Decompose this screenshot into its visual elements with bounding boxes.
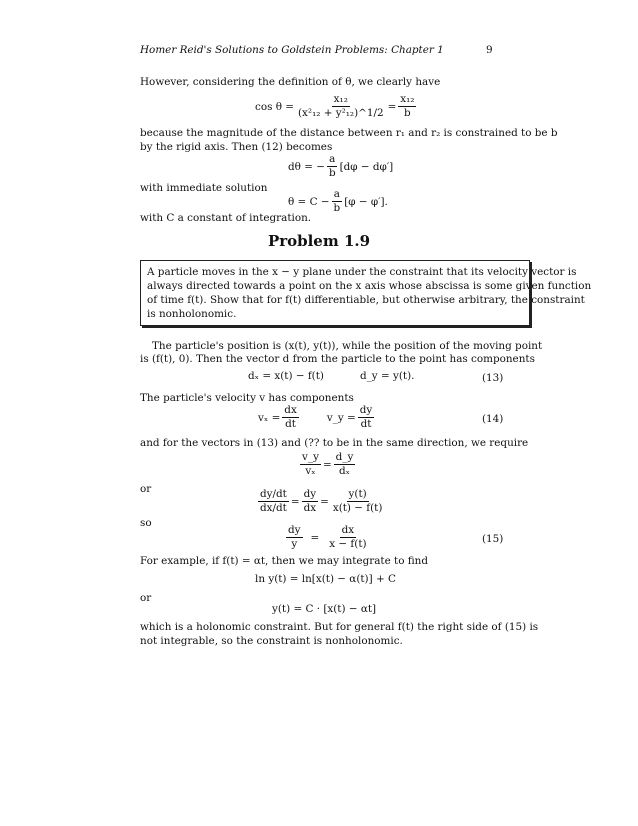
intro-line-4: with immediate solution [140, 182, 268, 194]
page-number: 9 [486, 44, 493, 56]
solution-line-5: For example, if f(t) = αt, then we may integrate to find [140, 555, 429, 567]
eq14-vy: v_y = [326, 411, 356, 424]
long-fraction-2 [302, 489, 319, 514]
cos-theta-equation [255, 94, 418, 119]
eq14-vx-denominator: dt [285, 418, 296, 430]
eq14-vy-fraction [358, 405, 375, 430]
cos-denominator-1: (x²₁₂ + y²₁₂)^1/2 [297, 107, 384, 119]
solution-line-2: is (f(t), 0). Then the vector d from the particle to the point has components [140, 353, 535, 365]
long-fraction-1 [258, 489, 289, 514]
cos-numerator-2: x₁₂ [400, 93, 415, 105]
exp-equation: y(t) = C · [x(t) − αt] [272, 603, 377, 615]
ratio-equation [298, 452, 357, 477]
equation-number-14: (14) [482, 413, 504, 425]
long-numerator-1: dy/dt [260, 488, 287, 500]
problem-statement-line: of time f(t). Show that for f(t) differentiable, but otherwise arbitrary, the constraint [147, 294, 585, 306]
dtheta-fraction [327, 154, 338, 179]
cos-fraction-2 [398, 94, 416, 119]
solution-line-3: The particle's velocity v has components [140, 392, 354, 404]
eq14-vy-denominator: dt [360, 418, 372, 430]
so-label: so [140, 517, 152, 529]
problem-statement-line: always directed towards a point on the x axis whose abscissa is some given function [147, 280, 592, 292]
theta-fraction [332, 189, 343, 214]
eq15-fraction-2 [327, 525, 368, 550]
long-fraction-3 [331, 489, 385, 514]
dtheta-rhs: [dφ − dφ′] [339, 160, 394, 173]
intro-line-5: with C a constant of integration. [140, 212, 312, 224]
or-2: or [140, 592, 152, 604]
ratio-fraction-2 [334, 452, 356, 477]
dtheta-denominator: b [328, 167, 336, 179]
theta-lhs: θ = C − [288, 195, 330, 208]
theta-rhs: [φ − φ′]. [344, 195, 388, 208]
cos-fraction-1 [296, 94, 386, 119]
solution-line-1: The particle's position is (x(t), y(t)), while the position of the moving point [152, 340, 543, 352]
eq14-vx-numerator: dx [284, 404, 297, 416]
long-denominator-2: dx [303, 502, 317, 514]
problem-statement-line: A particle moves in the x − y plane under the constraint that its velocity vector is [147, 266, 577, 278]
intro-line-3: by the rigid axis. Then (12) becomes [140, 141, 333, 153]
dtheta-lhs: dθ = − [288, 160, 325, 173]
equation-number-15: (15) [482, 533, 504, 545]
solution-line-7: not integrable, so the constraint is nonholonomic. [140, 635, 403, 647]
long-denominator-3: x(t) − f(t) [332, 502, 383, 514]
cos-numerator-1: x₁₂ [333, 93, 348, 105]
problem-statement-line: is nonholonomic. [147, 308, 237, 320]
eq13-dx: dₓ = x(t) − f(t) [248, 370, 324, 382]
ratio-denominator-2: dₓ [338, 465, 351, 477]
eq14-vy-numerator: dy [359, 404, 373, 416]
theta-numerator: a [333, 188, 340, 200]
solution-line-6: which is a holonomic constraint. But for general f(t) the right side of (15) is [140, 621, 539, 633]
ratio-fraction-1 [300, 452, 321, 477]
cos-equals: = [387, 100, 397, 113]
long-denominator-1: dx/dt [260, 502, 287, 514]
eq14-vx: vₓ = [258, 411, 281, 424]
eq15-numerator-1: dy [288, 524, 301, 536]
eq15-fraction-1 [286, 525, 303, 550]
intro-line-2: because the magnitude of the distance between r₁ and r₂ is constrained to be b [140, 127, 558, 139]
ratio-denominator-1: vₓ [305, 465, 316, 477]
eq15-denominator-1: y [291, 538, 298, 550]
theta-denominator: b [333, 202, 341, 214]
long-ratio-equation: $\frac{dy/dt}{dx/dt}$ = $\frac{dy}{dx}$ = $\frac{y(t)}{x(t) - f(t)}$ [260, 488, 383, 514]
eq13-dy: d_y = y(t). [359, 370, 415, 382]
equation-14 [258, 405, 376, 430]
ratio-equals: = [322, 458, 332, 471]
eq15-denominator-2: x − f(t) [329, 538, 367, 550]
solution-line-4: and for the vectors in (13) and (?? to be in the same direction, we require [140, 437, 529, 449]
ln-equation: ln y(t) = ln[x(t) − α(t)] + C [255, 573, 396, 585]
or-1: or [140, 483, 152, 495]
cos-denominator-2: b [404, 107, 411, 119]
equation-number-13: (13) [482, 372, 504, 384]
theta-equation [288, 189, 388, 214]
equation-13 [248, 370, 414, 382]
ratio-numerator-1: v_y [302, 451, 319, 463]
dtheta-equation [288, 154, 393, 179]
cos-lhs: cos θ = [255, 100, 294, 113]
long-numerator-2: dy [303, 488, 317, 500]
eq14-vx-fraction [282, 405, 299, 430]
long-numerator-3: y(t) [348, 488, 367, 500]
intro-line-1: However, considering the definition of θ, we clearly have [140, 76, 441, 88]
problem-statement-box [140, 260, 592, 326]
problem-title: Problem 1.9 [267, 232, 371, 250]
ratio-numerator-2: d_y [335, 451, 354, 463]
running-title: Homer Reid's Solutions to Goldstein Problems: Chapter 1 [140, 44, 444, 56]
eq15-numerator-2: dx [341, 524, 355, 536]
equation-15: $\frac{dy}{y}$ = $\frac{dx}{x - f(t)}$ [288, 524, 367, 550]
dtheta-numerator: a [329, 153, 336, 165]
